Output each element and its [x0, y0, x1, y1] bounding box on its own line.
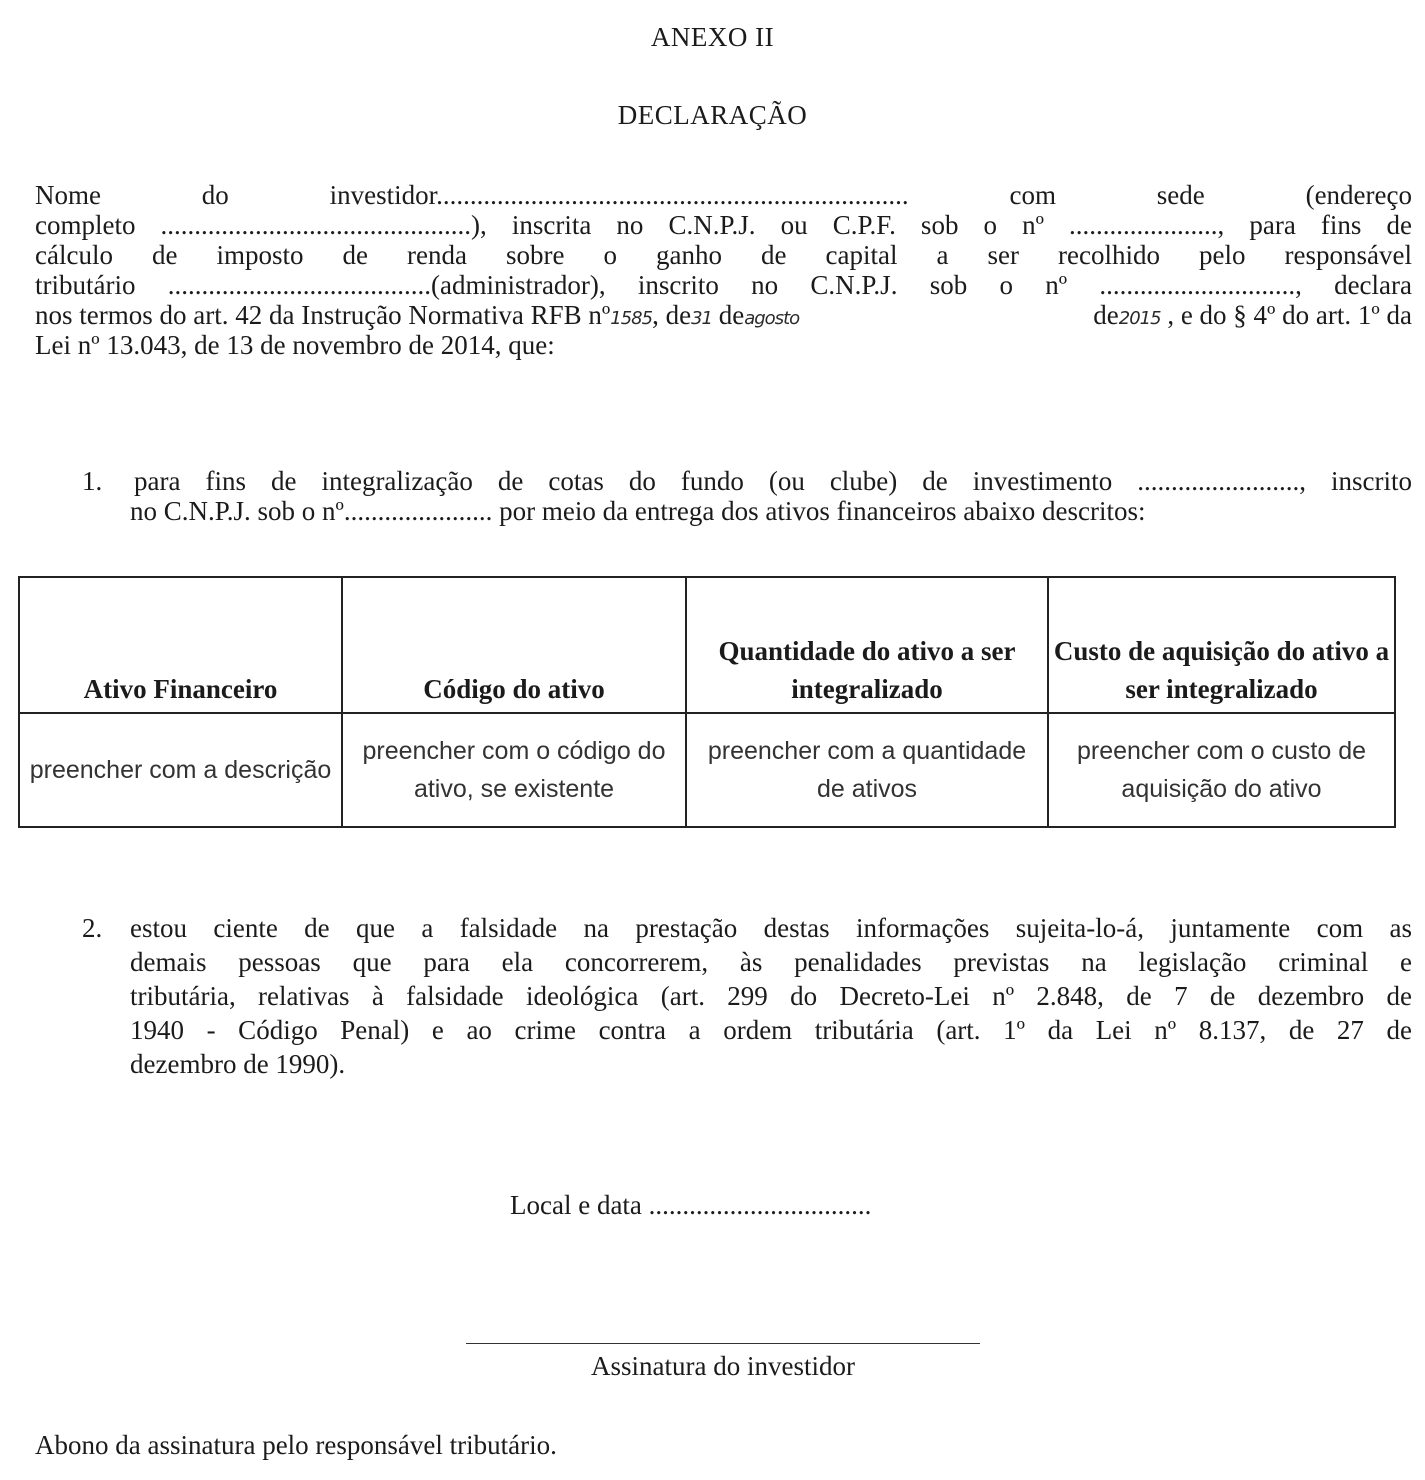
handwritten-number: 1585: [610, 308, 653, 329]
table-header-cell: Custo de aquisição do ativo a ser integralizado: [1048, 577, 1395, 713]
table-row: [19, 713, 1395, 827]
document-title: DECLARAÇÃO: [617, 100, 808, 130]
handwritten-month: agosto: [744, 308, 800, 329]
item-number: 1.: [82, 466, 103, 496]
table-header-cell: Código do ativo: [342, 577, 686, 713]
handwritten-year: 2015: [1118, 308, 1161, 329]
intro-line: tributário .......................................(administrador), inscrito no C.N.P.J. sob o nº ............................., declara: [35, 270, 1412, 300]
signature-label: Assinatura do investidor: [591, 1351, 855, 1381]
place-date-field[interactable]: Local e data .................................: [510, 1190, 872, 1220]
annex-heading: ANEXO II: [650, 22, 775, 52]
item-number: 2.: [82, 913, 103, 943]
intro-line: completo ..............................................), inscrita no C.N.P.J. ou C.P.F. sob o nº ......................, para fins de: [35, 210, 1412, 240]
table-cell[interactable]: preencher com a quantidade de ativos: [686, 713, 1048, 827]
intro-line-with-handwriting: nos termos do art. 42 da Instrução Normativa RFB nº1585, de31 deagosto de2015 , e do § 4º do art. 1º da: [35, 300, 1412, 330]
table-cell[interactable]: preencher com o código do ativo, se existente: [342, 713, 686, 827]
signature-line: [466, 1343, 980, 1344]
intro-line: Lei nº 13.043, de 13 de novembro de 2014, que:: [35, 330, 555, 360]
item-text: estou ciente de que a falsidade na prestação destas informações sujeita-lo-á, juntamente com as demais pessoas que para ela concorrerem, às penalidades previstas na legislação criminal e tributária, relativas à falsidade ideológica (art. 299 do Decreto-Lei nº 2.848, de 7 de dezembro de 1940 - Código Penal) e ao crime contra a ordem tributária (art. 1º da Lei nº 8.137, de 27 de dezembro de 1990).: [130, 913, 1412, 1079]
intro-line: Nome do investidor...................................................................... com sede (endereço: [35, 180, 1412, 210]
item-text: para fins de integralização de cotas do fundo (ou clube) de investimento ........................, inscrito no C.N.P.J. sob o nº...................... por meio da entrega dos ativos financeiros abaixo descritos:: [130, 466, 1412, 526]
table-header-row: [19, 577, 1395, 713]
endorsement-text: Abono da assinatura pelo responsável tributário.: [35, 1430, 557, 1460]
handwritten-day: 31: [691, 308, 712, 329]
assets-table: [18, 576, 1396, 828]
table-cell[interactable]: preencher com a descrição: [19, 713, 342, 827]
table-cell[interactable]: preencher com o custo de aquisição do ativo: [1048, 713, 1395, 827]
table-header-cell: Ativo Financeiro: [19, 577, 342, 713]
intro-paragraph: [35, 180, 1412, 360]
table-header-cell: Quantidade do ativo a ser integralizado: [686, 577, 1048, 713]
intro-line: cálculo de imposto de renda sobre o ganho de capital a ser recolhido pelo responsável: [35, 240, 1412, 270]
